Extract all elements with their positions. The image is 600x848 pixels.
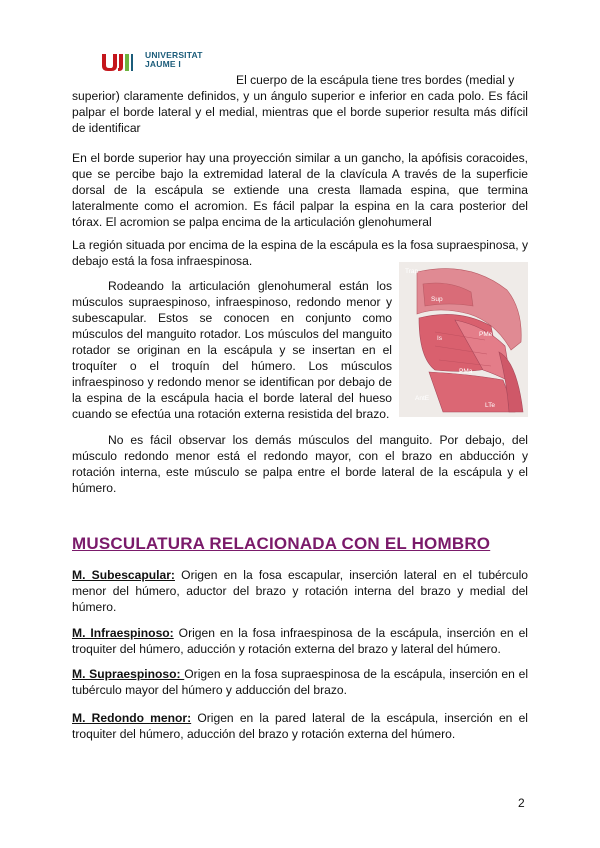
- figure-label-sup: Sup: [431, 296, 443, 303]
- muscle-description: Origen en la fosa supraespinosa de la escápula, inserción en el tubérculo mayor del húmero y adducción del brazo.: [72, 667, 529, 697]
- figure-label-is: Is: [437, 335, 443, 342]
- logo-text: [145, 51, 203, 69]
- paragraph-manguito-rotador: Rodeando la articulación glenohumeral están los músculos supraespinoso, infraespinoso, redondo menor y subescapular. Estos se conocen en conjunto como músculos del manguito rotador. Los músculos del manguito rotador se originan en la escápula y se insertan en el troquíter o el troquín del húmero. Los músculos infraespinoso y redondo menor se identifican por debajo de la espina de la escápula hacia el borde lateral del hueso cuando se efectúa una rotación externa resistida del brazo.: [72, 279, 392, 421]
- muscle-name: M. Subescapular:: [72, 568, 175, 582]
- muscle-name: M. Supraespinoso:: [72, 667, 185, 681]
- muscle-description: Origen en la fosa escapular, inserción lateral en el tubérculo menor del húmero, aductor del brazo y rotación interna del brazo y medial del húmero.: [72, 568, 528, 614]
- paragraph-first-line: El cuerpo de la escápula tiene tres bordes (medial y: [236, 73, 515, 87]
- shoulder-muscle-illustration: [399, 262, 528, 417]
- page-number: 2: [518, 796, 525, 810]
- figure-label-lte: LTe: [485, 402, 495, 409]
- logo-line-2: JAUME I: [145, 59, 181, 69]
- university-logo: [101, 51, 211, 73]
- paragraph-fosas: La región situada por encima de la espina de la escápula es la fosa supraespinosa, y debajo está la fosa infraespinosa.: [72, 238, 528, 268]
- paragraph-coracoides: En el borde superior hay una proyección similar a un gancho, la apófisis coracoides, que se percibe bajo la extremidad lateral de la clavícula A través de la superficie dorsal de la escápula se extiende una cresta llamada espina, que termina lateralmente como el acromion. Es fácil palpar la espina en la cara posterior del tórax. El acromion se palpa encima de la articulación glenohumeral: [72, 151, 528, 229]
- uji-logo-mark-icon: [101, 53, 141, 71]
- muscle-entry-infraespinoso: [72, 625, 528, 657]
- figure-label-pme: PMe: [479, 331, 493, 338]
- muscle-entry-redondo-menor: [72, 710, 528, 742]
- logo-line-1: UNIVERSITAT: [145, 50, 203, 60]
- muscle-description: Origen en la pared lateral de la escápula, inserción en el troquiter del húmero, aducción del brazo y rotación externa del húmero.: [72, 711, 528, 741]
- muscle-name: M. Redondo menor:: [72, 711, 192, 725]
- figure-label-pma: PMa: [459, 368, 473, 375]
- figure-label-trap: Trap: [405, 268, 419, 275]
- paragraph-redondo-mayor: No es fácil observar los demás músculos del manguito. Por debajo, del músculo redondo menor está el redondo mayor, con el brazo en abducción y rotación interna, este músculo se palpa entre el borde lateral de la escápula y el húmero.: [72, 433, 528, 495]
- muscle-name: M. Infraespinoso:: [72, 626, 174, 640]
- muscle-entry-supraespinoso: [72, 666, 528, 698]
- figure-label-ante: AntE: [415, 395, 430, 402]
- section-heading: MUSCULATURA RELACIONADA CON EL HOMBRO: [72, 534, 491, 553]
- paragraph-rest: superior) claramente definidos, y un ángulo superior e inferior en cada polo. Es fácil palpar el borde lateral y el medial, mientras que el borde superior resulta más difícil de identificar: [72, 89, 528, 135]
- muscle-entry-subescapular: [72, 567, 528, 615]
- paragraph-escapula-bordes: [72, 72, 528, 136]
- muscle-description: Origen en la fosa infraespinosa de la escápula, inserción en el troquiter del húmero, aducción y rotación externa del brazo y lateral del húmero.: [72, 626, 528, 656]
